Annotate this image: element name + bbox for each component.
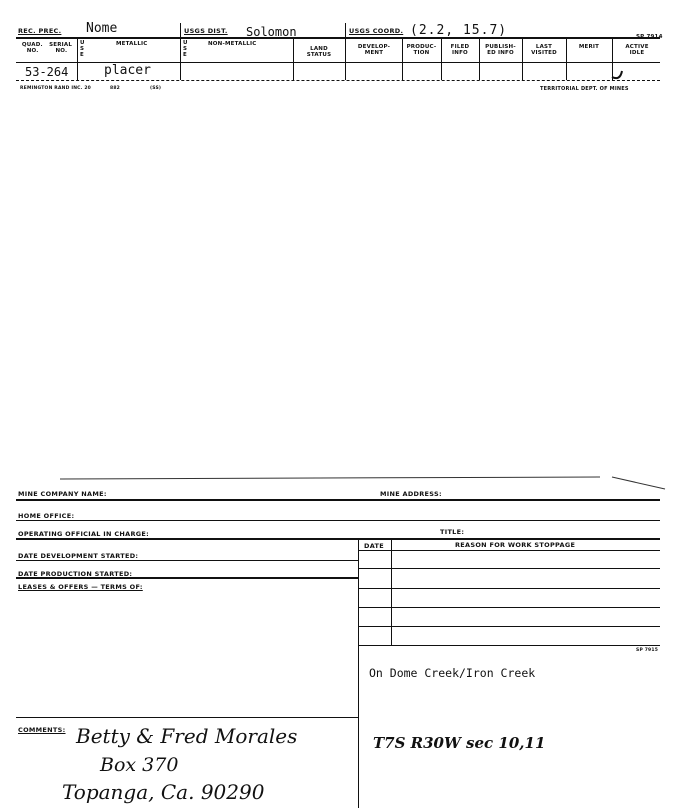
header-active-idle: ACTIVE IDLE [625, 44, 649, 56]
rule [16, 577, 358, 579]
col-rule [180, 23, 181, 80]
rec-prec-value: Nome [86, 21, 118, 36]
rule [16, 538, 660, 540]
header-merit: MERIT [578, 44, 600, 50]
rule [358, 550, 660, 551]
col-rule [77, 37, 78, 80]
header-non-metallic: NON-METALLIC [208, 41, 257, 47]
mine-address-label: MINE ADDRESS: [380, 490, 442, 498]
header-quad-serial: QUAD. SERIAL NO. NO. [21, 42, 73, 54]
township-note-handwritten: T7S R30W sec 10,11 [373, 734, 546, 752]
date-production-started-label: DATE PRODUCTION STARTED: [18, 570, 133, 578]
rule [358, 626, 660, 627]
rec-prec-label: REC. PREC. [18, 27, 62, 35]
rule [16, 560, 358, 561]
header-published-info: PUBLISH- ED INFO [485, 44, 516, 56]
owner-name-handwritten: Betty & Fred Morales [76, 724, 298, 748]
rule [358, 588, 660, 589]
form-number-bottom: SP 7915 [636, 648, 659, 653]
col-rule [391, 538, 392, 645]
location-note: On Dome Creek/Iron Creek [369, 666, 536, 680]
rule [358, 568, 660, 569]
usgs-coord-value: (2.2, 15.7) [410, 23, 508, 38]
quad-serial-value: 53-264 [25, 65, 69, 79]
header-land-status: LAND STATUS [306, 46, 332, 58]
rule [358, 645, 660, 646]
title-label: TITLE: [440, 528, 465, 536]
header-metallic: METALLIC [116, 41, 148, 47]
header-filed-info: FILED INFO [450, 44, 470, 56]
home-office-label: HOME OFFICE: [18, 512, 75, 520]
rule [16, 520, 660, 521]
department-imprint: TERRITORIAL DEPT. OF MINES [540, 86, 629, 92]
leases-offers-label: LEASES & OFFERS — TERMS OF: [18, 583, 143, 591]
usgs-coord-label: USGS COORD. [349, 27, 404, 35]
date-development-started-label: DATE DEVELOPMENT STARTED: [18, 552, 139, 560]
operating-official-label: OPERATING OFFICIAL IN CHARGE: [18, 530, 150, 538]
comments-label: COMMENTS: [18, 726, 66, 734]
rule [16, 37, 660, 39]
date-column-header: DATE [364, 542, 384, 550]
rule [16, 499, 660, 501]
usgs-dist-label: USGS DIST. [184, 27, 228, 35]
col-rule [345, 23, 346, 80]
col-rule [293, 37, 294, 80]
rule [358, 607, 660, 608]
col-rule [358, 538, 359, 808]
header-use-metallic: U S E [80, 40, 85, 58]
rule [16, 717, 358, 718]
header-use-nonmetallic: U S E [183, 40, 188, 58]
printer-code-2: (SS) [150, 86, 162, 91]
header-production: PRODUC- TION [406, 44, 437, 56]
rule [16, 80, 660, 81]
owner-city-handwritten: Topanga, Ca. 90290 [62, 780, 265, 804]
printer-imprint: REMINGTON RAND INC. 20 [20, 86, 91, 91]
mine-company-name-label: MINE COMPANY NAME: [18, 490, 107, 498]
owner-box-handwritten: Box 370 [100, 754, 179, 776]
form-number-top: SP 7914 [636, 34, 663, 40]
usgs-dist-value: Solomon [246, 25, 297, 39]
card-edge [60, 474, 670, 494]
metallic-value: placer [104, 63, 151, 78]
idle-check-mark [608, 64, 630, 84]
reason-column-header: REASON FOR WORK STOPPAGE [455, 541, 576, 549]
header-development: DEVELOP- MENT [357, 44, 391, 56]
header-last-visited: LAST VISITED [531, 44, 557, 56]
printer-code: 882 [110, 86, 120, 91]
